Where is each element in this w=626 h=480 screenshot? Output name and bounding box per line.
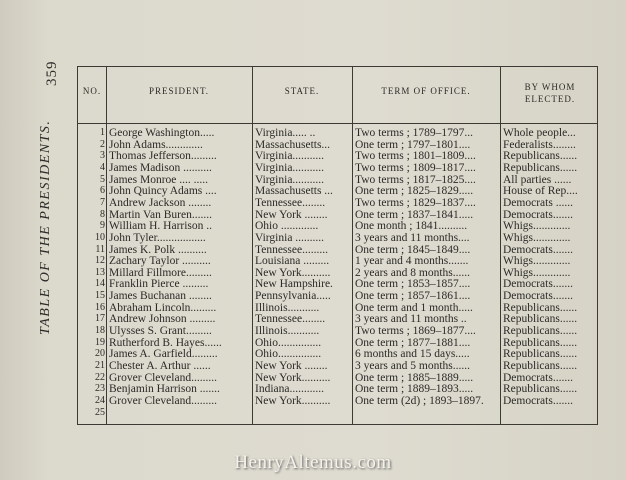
row-number: 4 <box>100 161 105 173</box>
term-of-office: One term ; 1889–1893..... <box>355 383 474 396</box>
state-name: Virginia........... <box>255 161 325 174</box>
state-name: Ohio............... <box>255 336 322 349</box>
elected-by: Democrats....... <box>503 208 573 221</box>
header-state: STATE. <box>284 86 320 96</box>
header-president: PRESIDENT. <box>148 86 210 96</box>
state-name: Virginia..... .. <box>255 127 316 139</box>
table-row <box>78 139 597 151</box>
header-term: TERM OF OFFICE. <box>381 86 471 96</box>
term-of-office: 2 years and 8 months...... <box>355 266 470 279</box>
table-row <box>78 150 597 162</box>
term-of-office: Two terms ; 1817–1825.... <box>355 173 476 186</box>
row-number: 18 <box>95 325 105 337</box>
table-row <box>78 220 597 232</box>
state-name: New Hampshire. <box>255 278 333 291</box>
term-of-office: 3 years and 11 months .. <box>355 313 467 326</box>
state-name: New York.......... <box>255 266 331 279</box>
term-of-office: 1 year and 4 months....... <box>355 255 469 268</box>
term-of-office: 3 years and 5 months...... <box>355 360 470 372</box>
president-name: Thomas Jefferson......... <box>109 150 217 163</box>
president-name: Andrew Johnson ......... <box>109 313 216 326</box>
president-name: Chester A. Arthur ...... <box>109 360 211 372</box>
table-row <box>78 407 597 419</box>
side-title: TABLE OF THE PRESIDENTS. <box>38 119 53 335</box>
state-name: Massachusetts ... <box>255 185 333 198</box>
president-name: James K. Polk .......... <box>109 243 207 256</box>
president-name: Martin Van Buren....... <box>109 208 212 221</box>
table-row <box>78 185 597 197</box>
table-row <box>78 348 597 360</box>
elected-by: Whigs............. <box>503 266 571 279</box>
table-row <box>78 232 597 244</box>
state-name: New York.......... <box>255 371 331 384</box>
president-name: Grover Cleveland......... <box>109 394 217 407</box>
state-name: Illinois........... <box>255 301 320 314</box>
state-name: Tennessee......... <box>255 243 328 256</box>
president-name: Grover Cleveland......... <box>109 371 217 384</box>
table-row <box>78 325 597 337</box>
table-row <box>78 372 597 384</box>
state-name: Illinois........... <box>255 325 320 338</box>
elected-by: All parties ...... <box>503 173 572 186</box>
table-row <box>78 337 597 349</box>
elected-by: Whigs............. <box>503 255 571 268</box>
table-row <box>78 290 597 302</box>
elected-by: Whigs............. <box>503 220 571 233</box>
row-number: 21 <box>95 360 105 371</box>
term-of-office: Two terms ; 1869–1877.... <box>355 325 476 338</box>
state-name: Tennessee........ <box>255 196 326 209</box>
table-row <box>78 383 597 395</box>
state-name: Virginia........... <box>255 150 325 163</box>
president-name: Ulysses S. Grant......... <box>109 325 212 338</box>
term-of-office: One term and 1 month..... <box>355 301 473 314</box>
president-name: Abraham Lincoln......... <box>109 301 217 314</box>
state-name: Pennsylvania..... <box>255 290 331 303</box>
term-of-office: One term ; 1797–1801.... <box>355 138 471 151</box>
table-row <box>78 197 597 209</box>
term-of-office: Two terms ; 1801–1809.... <box>355 150 476 163</box>
row-number: 13 <box>95 266 105 278</box>
row-number: 17 <box>95 313 105 325</box>
state-name: Ohio ............. <box>255 220 319 233</box>
term-of-office: 3 years and 11 months.... <box>355 231 470 244</box>
elected-by: Republicans...... <box>503 336 578 349</box>
table-row <box>78 360 597 372</box>
elected-by: Whole people... <box>503 127 576 139</box>
elected-by: Republicans...... <box>503 348 578 361</box>
elected-by: Republicans...... <box>503 150 578 163</box>
state-name: Virginia .......... <box>255 231 325 244</box>
elected-by: Democrats ...... <box>503 196 573 209</box>
state-name: Virginia........... <box>255 173 325 186</box>
president-name: George Washington..... <box>109 127 215 139</box>
term-of-office: Two terms ; 1809–1817.... <box>355 161 476 174</box>
row-number: 11 <box>95 243 105 255</box>
elected-by: House of Rep.... <box>503 185 578 198</box>
table-row <box>78 244 597 256</box>
elected-by: Democrats....... <box>503 278 573 291</box>
state-name: Massachusetts... <box>255 138 331 151</box>
table-row <box>78 255 597 267</box>
state-name: New York.......... <box>255 394 331 407</box>
elected-by: Democrats....... <box>503 290 573 303</box>
row-number: 9 <box>100 220 105 232</box>
table-row <box>78 278 597 290</box>
president-name: John Adams............. <box>109 138 203 151</box>
president-name: William H. Harrison .. <box>109 220 213 233</box>
row-number: 6 <box>100 185 105 197</box>
row-number: 10 <box>95 231 105 243</box>
term-of-office: One month ; 1841.......... <box>355 220 468 233</box>
term-of-office: One term ; 1837–1841..... <box>355 208 474 221</box>
president-name: Zachary Taylor .......... <box>109 255 211 268</box>
row-number: 5 <box>100 173 105 185</box>
table-row <box>78 313 597 325</box>
row-number: 25 <box>95 406 105 418</box>
row-number: 14 <box>95 278 105 290</box>
table-row <box>78 302 597 314</box>
elected-by: Democrats....... <box>503 371 573 384</box>
header-divider <box>78 123 597 124</box>
row-number: 23 <box>95 383 105 395</box>
term-of-office: 6 months and 15 days..... <box>355 348 470 361</box>
president-name: John Quincy Adams .... <box>109 185 217 198</box>
president-name: Andrew Jackson ........ <box>109 196 212 209</box>
presidents-table <box>77 66 598 425</box>
header-no: NO. <box>82 86 102 96</box>
term-of-office: One term ; 1845–1849.... <box>355 243 471 256</box>
term-of-office: One term ; 1857–1861.... <box>355 290 471 303</box>
row-number: 7 <box>100 196 105 208</box>
watermark: HenryAltemus.com <box>234 452 392 473</box>
president-name: Benjamin Harrison ....... <box>109 383 220 396</box>
term-of-office: One term ; 1853–1857.... <box>355 278 471 291</box>
term-of-office: One term ; 1877–1881.... <box>355 336 471 349</box>
elected-by: Democrats....... <box>503 243 573 256</box>
row-number: 2 <box>100 138 105 150</box>
state-name: Louisiana ......... <box>255 255 330 268</box>
president-name: John Tyler................. <box>109 231 206 244</box>
president-name: James Buchanan ........ <box>109 290 212 303</box>
elected-by: Republicans...... <box>503 313 578 326</box>
row-number: 20 <box>95 348 105 360</box>
term-of-office: Two terms ; 1789–1797... <box>355 127 474 139</box>
term-of-office: One term ; 1825–1829..... <box>355 185 474 198</box>
table-row <box>78 267 597 279</box>
elected-by: Republicans...... <box>503 301 578 314</box>
term-of-office: One term ; 1885–1889..... <box>355 371 474 384</box>
row-number: 3 <box>100 150 105 162</box>
state-name: New York ........ <box>255 360 328 372</box>
table-row <box>78 395 597 407</box>
elected-by: Republicans...... <box>503 325 578 338</box>
state-name: Tennessee........ <box>255 313 326 326</box>
row-number: 16 <box>95 301 105 313</box>
table-row <box>78 127 597 139</box>
elected-by: Whigs............. <box>503 231 571 244</box>
president-name: James Monroe .... ..... <box>109 173 209 186</box>
president-name: Franklin Pierce ......... <box>109 278 209 291</box>
term-of-office: One term (2d) ; 1893–1897. <box>355 394 484 407</box>
elected-by: Republicans...... <box>503 161 578 174</box>
table-row <box>78 174 597 186</box>
term-of-office: Two terms ; 1829–1837.... <box>355 196 476 209</box>
president-name: James Madison .......... <box>109 161 212 174</box>
row-number: 15 <box>95 290 105 302</box>
state-name: Ohio............... <box>255 348 322 361</box>
president-name: Millard Fillmore......... <box>109 266 212 279</box>
page-number: 359 <box>44 60 60 86</box>
state-name: Indiana............ <box>255 383 324 396</box>
header-elected: BY WHOM ELECTED. <box>524 82 576 104</box>
table-row <box>78 209 597 221</box>
row-number: 1 <box>100 127 105 138</box>
table-row <box>78 162 597 174</box>
row-number: 19 <box>95 336 105 348</box>
row-number: 8 <box>100 208 105 220</box>
elected-by: Republicans...... <box>503 383 578 396</box>
row-number: 24 <box>95 394 105 406</box>
elected-by: Federalists........ <box>503 138 576 151</box>
elected-by: Democrats....... <box>503 394 573 407</box>
row-number: 22 <box>95 371 105 383</box>
elected-by: Republicans...... <box>503 360 578 372</box>
state-name: New York ........ <box>255 208 328 221</box>
president-name: Rutherford B. Hayes...... <box>109 336 222 349</box>
row-number: 12 <box>95 255 105 267</box>
president-name: James A. Garfield......... <box>109 348 218 361</box>
